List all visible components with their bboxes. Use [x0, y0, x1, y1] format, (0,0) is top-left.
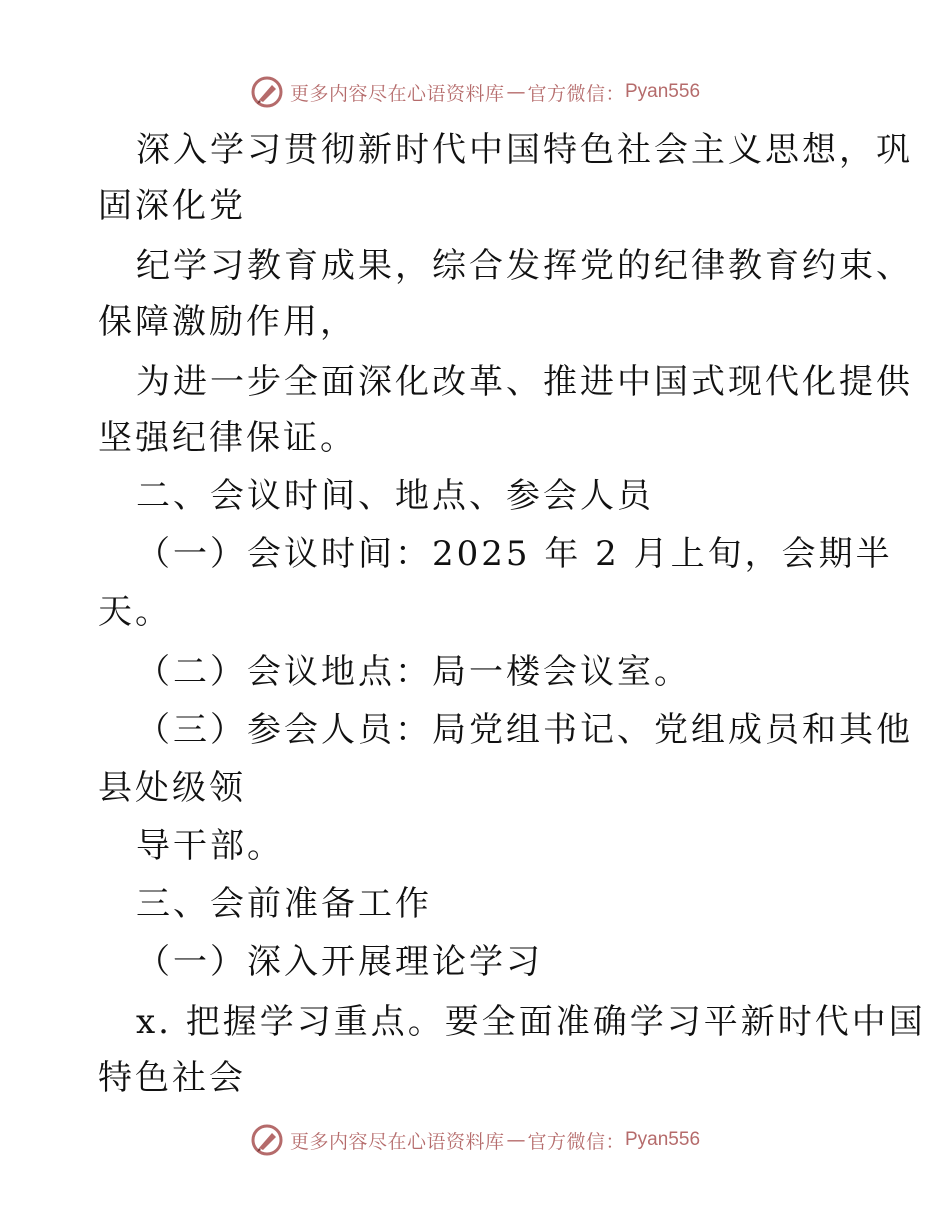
subsection-heading: （一）深入开展理论学习 [136, 942, 543, 982]
watermark-id: Pyan556 [625, 1129, 701, 1150]
pen-logo-icon [250, 75, 284, 109]
paragraph-line: 深入学习贯彻新时代中国特色社会主义思想，巩 [136, 130, 913, 170]
watermark-dash: — [506, 81, 526, 103]
watermark-label: 官方微信： [527, 82, 625, 105]
paragraph-line: 保障激励作用， [98, 302, 357, 342]
paragraph-line: 固深化党 [98, 186, 246, 226]
paragraph-line: （一）会议时间：2025 年 2 月上旬，会期半 [136, 534, 893, 574]
paragraph-line: 纪学习教育成果，综合发挥党的纪律教育约束、 [136, 246, 913, 286]
paragraph-line: 县处级领 [98, 768, 246, 808]
pen-logo-icon [250, 1123, 284, 1157]
watermark-id: Pyan556 [625, 81, 701, 102]
paragraph-line: x. 把握学习重点。要全面准确学习平新时代中国 [136, 1002, 926, 1042]
paragraph-line: 坚强纪律保证。 [98, 418, 357, 458]
section-heading: 二、会议时间、地点、参会人员 [136, 476, 654, 516]
section-heading: 三、会前准备工作 [136, 884, 432, 924]
paragraph-line: （三）参会人员：局党组书记、党组成员和其他 [136, 710, 913, 750]
watermark-text: 更多内容尽在心语资料库 [289, 82, 505, 105]
paragraph-line: 特色社会 [98, 1058, 246, 1098]
watermark-dash: — [506, 1129, 526, 1151]
paragraph-line: 导干部。 [136, 826, 284, 866]
watermark-text: 更多内容尽在心语资料库 [289, 1130, 505, 1153]
paragraph-line: 天。 [98, 592, 172, 632]
watermark-header [0, 72, 950, 112]
paragraph-line: 为进一步全面深化改革、推进中国式现代化提供 [136, 362, 913, 402]
watermark-label: 官方微信： [527, 1130, 625, 1153]
paragraph-line: （二）会议地点：局一楼会议室。 [136, 652, 691, 692]
watermark-footer [0, 1120, 950, 1160]
